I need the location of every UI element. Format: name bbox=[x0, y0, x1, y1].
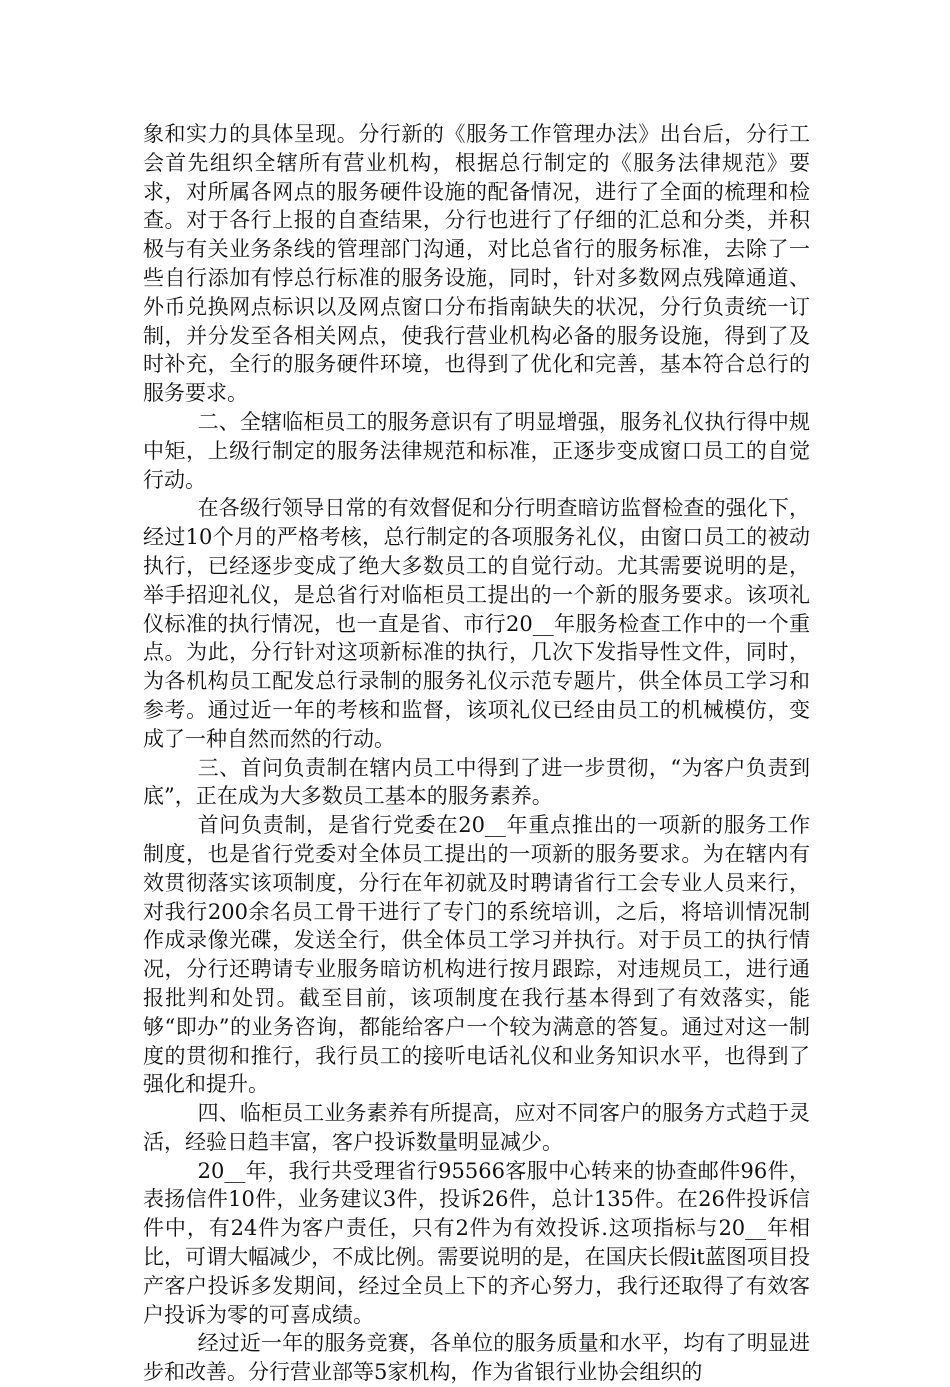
paragraph-6-heading: 四、临柜员工业务素养有所提高，应对不同客户的服务方式趋于灵活，经验日趋丰富，客户投诉数量明显减少。 bbox=[143, 1101, 810, 1154]
paragraph-1: 象和实力的具体呈现。分行新的《服务工作管理办法》出台后，分行工会首先组织全辖所有营业机构，根据总行制定的《服务法律规范》要求，对所属各网点的服务硬件设施的配备情况，进行了全面的梳理和检查。对于各行上报的自查结果，分行也进行了仔细的汇总和分类，并积极与有关业务条线的管理部门沟通，对比总省行的服务标准，去除了一些自行添加有悖总行标准的服务设施，同时，针对多数网点残障通道、外币兑换网点标识以及网点窗口分布指南缺失的状况，分行负责统一订制，并分发至各相关网点，使我行营业机构必备的服务设施，得到了及时补充，全行的服务硬件环境，也得到了优化和完善，基本符合总行的服务要求。 bbox=[143, 122, 810, 406]
paragraph-2-heading: 二、全辖临柜员工的服务意识有了明显增强，服务礼仪执行得中规中矩，上级行制定的服务法律规范和标准，正逐步变成窗口员工的自觉行动。 bbox=[143, 409, 810, 492]
paragraph-3: 在各级行领导日常的有效督促和分行明查暗访监督检查的强化下，经过10个月的严格考核，总行制定的各项服务礼仪，由窗口员工的被动执行，已经逐步变成了绝大多数员工的自觉行动。尤其需要说明的是，举手招迎礼仪，是总省行对临柜员工提出的一个新的服务要求。该项礼仪标准的执行情况，也一直是省、市行20__年服务检查工作中的一个重点。为此，分行针对这项新标准的执行，几次下发指导性文件，同时，为各机构员工配发总行录制的服务礼仪示范专题片，供全体员工学习和参考。通过近一年的考核和监督，该项礼仪已经由员工的机械模仿，变成了一种自然而然的行动。 bbox=[143, 496, 810, 751]
paragraph-5: 首问负责制，是省行党委在20__年重点推出的一项新的服务工作制度，也是省行党委对全体员工提出的一项新的服务要求。为在辖内有效贯彻落实该项制度，分行在年初就及时聘请省行工会专业人员来行，对我行200余名员工骨干进行了专门的系统培训，之后，将培训情况制作成录像光碟，发送全行，供全体员工学习并执行。对于员工的执行情况，分行还聘请专业服务暗访机构进行按月跟踪，对违规员工，进行通报批判和处罚。截至目前，该项制度在我行基本得到了有效落实，能够“即办”的业务咨询，都能给客户一个较为满意的答复。通过对这一制度的贯彻和推行，我行员工的接听电话礼仪和业务知识水平，也得到了强化和提升。 bbox=[143, 813, 810, 1097]
paragraph-8: 经过近一年的服务竞赛，各单位的服务质量和水平，均有了明显进步和改善。分行营业部等5家机构，作为省银行业协会组织的 bbox=[143, 1331, 810, 1385]
document-page bbox=[143, 120, 810, 1387]
paragraph-4-heading: 三、首问负责制在辖内员工中得到了进一步贯彻，“为客户负责到底”，正在成为大多数员工基本的服务素养。 bbox=[143, 755, 810, 809]
paragraph-7: 20__年，我行共受理省行95566客服中心转来的协查邮件96件，表扬信件10件，业务建议3件，投诉26件，总计135件。在26件投诉信件中，有24件为客户责任，只有2件为有效投诉.这项指标与20__年相比，可谓大幅减少，不成比例。需要说明的是，在国庆长假it蓝图项目投产客户投诉多发期间，经过全员上下的齐心努力，我行还取得了有效客户投诉为零的可喜成绩。 bbox=[143, 1158, 810, 1327]
